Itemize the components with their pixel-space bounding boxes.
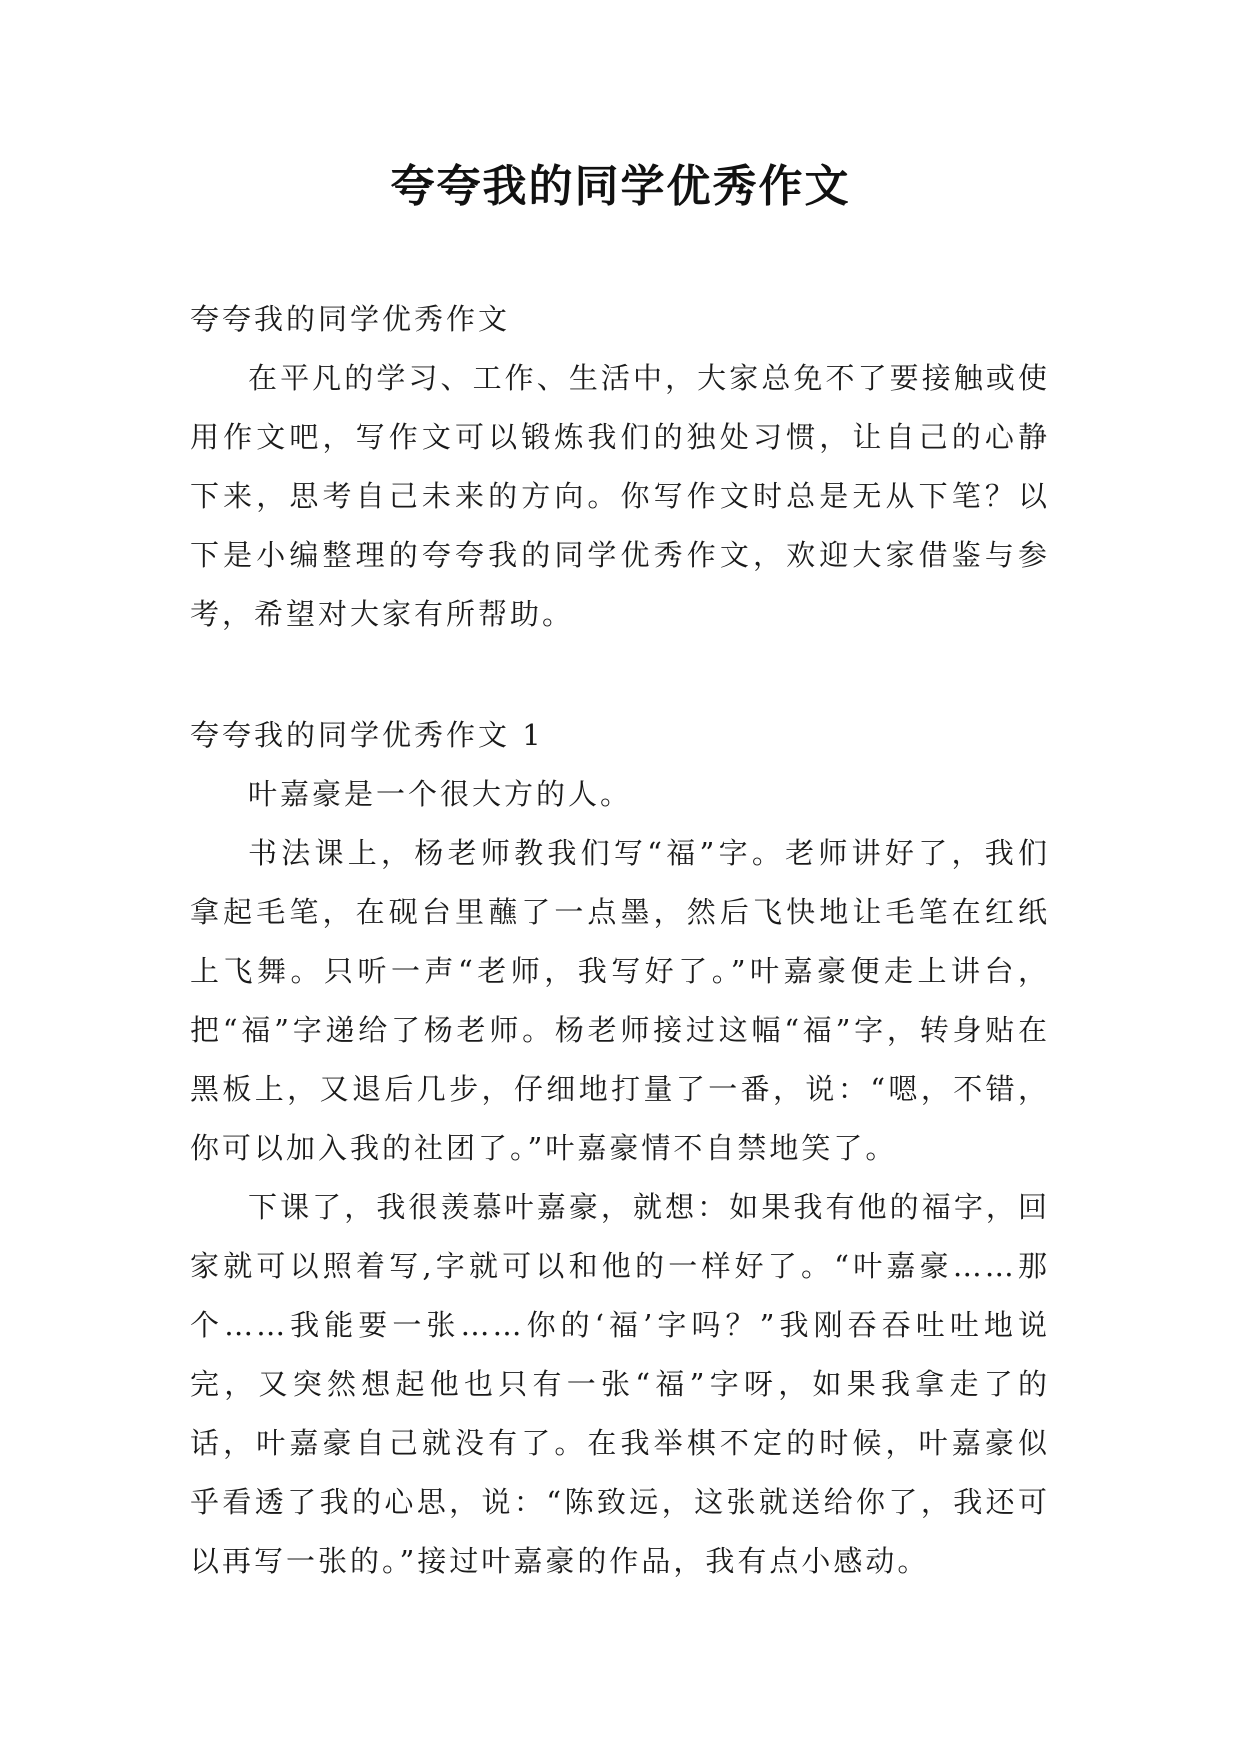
section-heading: 夸夸我的同学优秀作文 1 [190, 718, 544, 752]
body-paragraph: 书法课上，杨老师教我们写“福”字。老师讲好了，我们拿起毛笔，在砚台里蘸了一点墨，然后飞快地让毛笔在红纸上飞舞。只听一声“老师，我写好了。”叶嘉豪便走上讲台，把“福”字递给了杨老师。杨老师接过这幅“福”字，转身贴在黑板上，又退后几步，仔细地打量了一番，说：“嗯，不错，你可以加入我的社团了。”叶嘉豪情不自禁地笑了。 [190, 836, 1050, 1165]
body-paragraph: 叶嘉豪是一个很大方的人。 [248, 777, 633, 811]
document-title: 夸夸我的同学优秀作文 [390, 161, 851, 212]
intro-heading: 夸夸我的同学优秀作文 [190, 302, 511, 336]
body-paragraph: 下课了，我很羡慕叶嘉豪，就想：如果我有他的福字，回家就可以照着写,字就可以和他的一样好了。“叶嘉豪……那个……我能要一张……你的‘福’字吗？”我刚吞吞吐吐地说完，又突然想起他也只有一张“福”字呀，如果我拿走了的话，叶嘉豪自己就没有了。在我举棋不定的时候，叶嘉豪似乎看透了我的心思，说：“陈致远，这张就送给你了，我还可以再写一张的。”接过叶嘉豪的作品，我有点小感动。 [190, 1190, 1050, 1578]
document-body [190, 290, 1050, 1591]
intro-paragraph: 在平凡的学习、工作、生活中，大家总免不了要接触或使用作文吧，写作文可以锻炼我们的独处习惯，让自己的心静下来，思考自己未来的方向。你写作文时总是无从下笔？以下是小编整理的夸夸我的同学优秀作文，欢迎大家借鉴与参考，希望对大家有所帮助。 [190, 361, 1050, 631]
section-spacer [190, 644, 1050, 706]
